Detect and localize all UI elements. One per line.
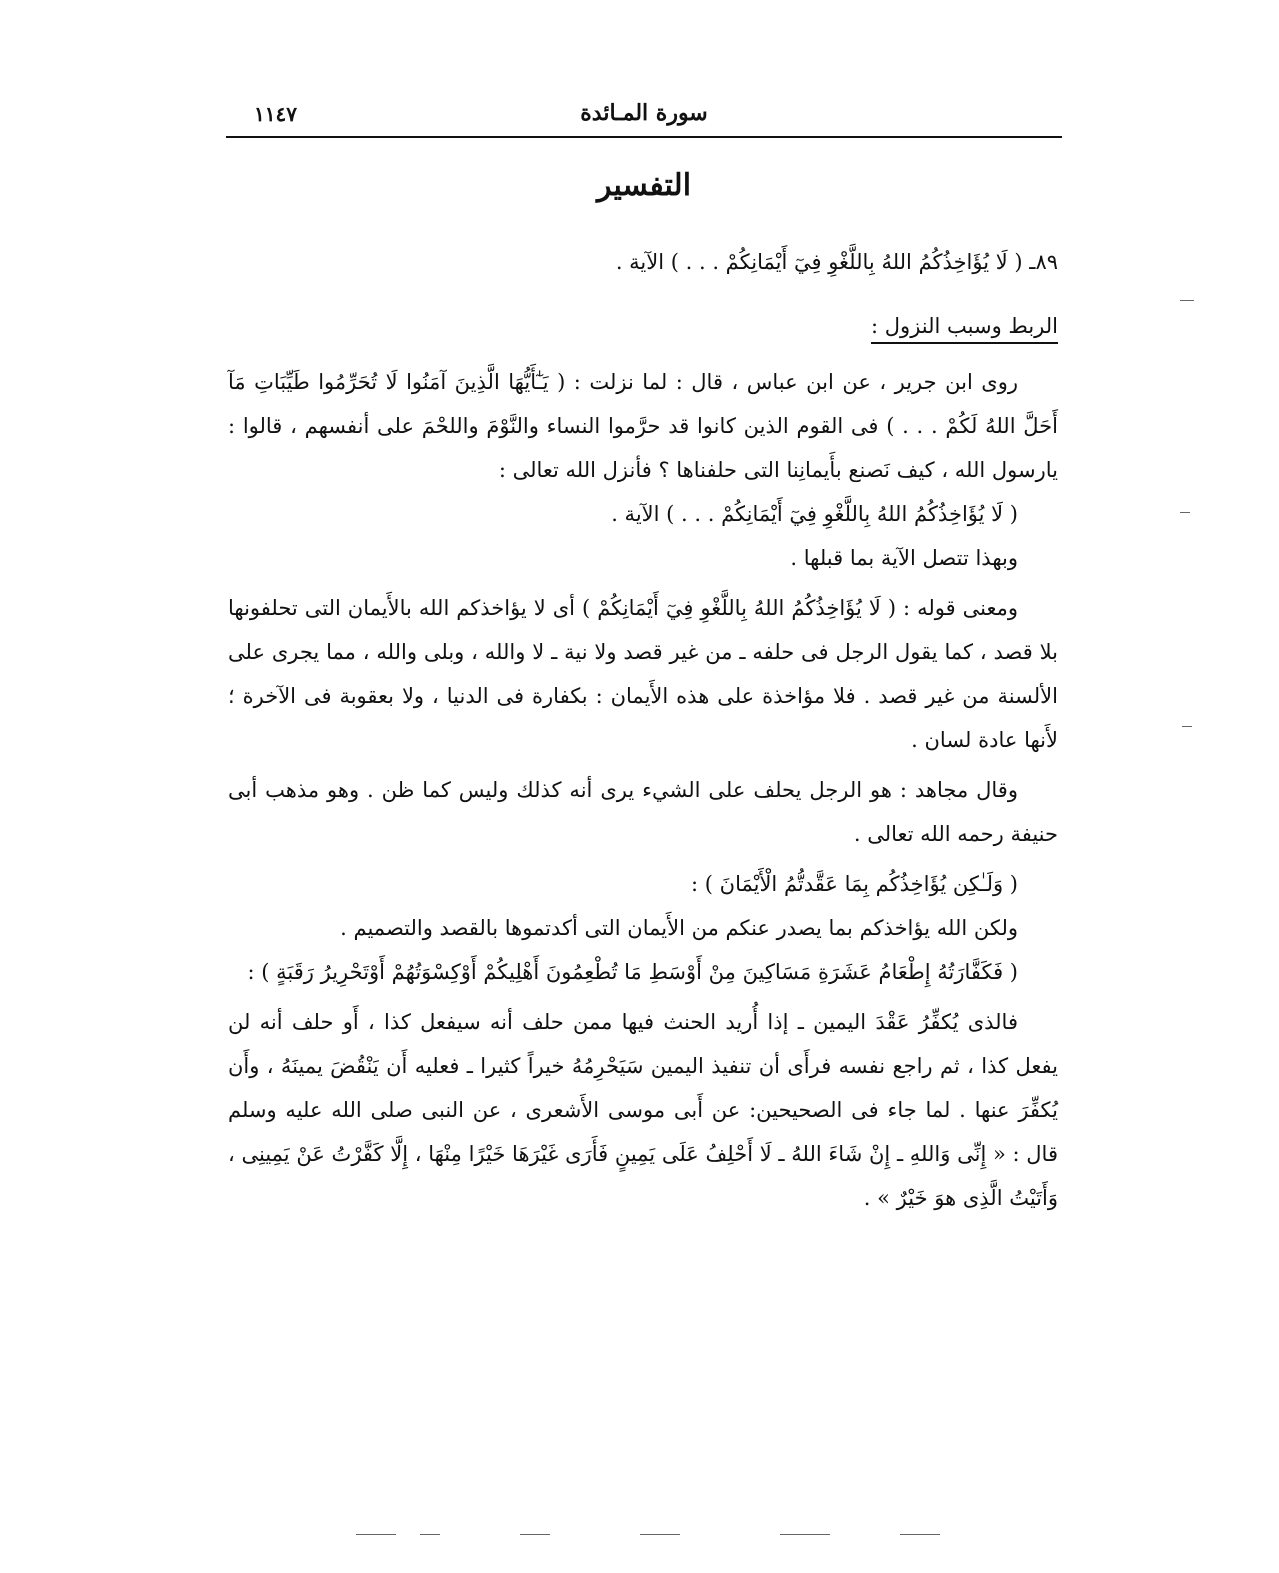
page-body [228,236,1058,1220]
verse-quote: ( لَا يُؤَاخِذُكُمُ اللهُ بِاللَّغْوِ فِيٓ أَيْمَانِكُمْ . . . ) الآية . [611,502,1018,526]
paragraph: ولكن الله يؤاخذكم بما يصدر عنكم من الأَيمان التى أكدتموها بالقصد والتصميم . [340,916,1018,940]
paragraph: وبهذا تتصل الآية بما قبلها . [790,546,1018,570]
page-number: ١١٤٧ [254,102,297,126]
scan-margin-mark [1182,726,1192,727]
scan-margin-mark [1180,512,1190,513]
subheading-text: الربط وسبب النزول : [871,314,1058,344]
surah-title: سورة المـائدة [580,100,708,126]
paragraph: روى ابن جرير ، عن ابن عباس ، قال : لما نزلت : ( يَـٰٓأَيُّهَا الَّذِينَ آمَنُوا لَا تُحَرِّمُوا طَيِّبَاتِ مَآ أَحَلَّ اللهُ لَكُمْ . . . ) فى القوم الذين كانوا قد حرَّموا النساء والنَّوْمَ واللحْمَ على أنفسهم ، قالوا : يارسول الله ، كيف نَصنع بأَيمانِنا التى حلفناها ؟ فأنزل الله تعالى : [228,370,1058,482]
paragraph: وقال مجاهد : هو الرجل يحلف على الشيء يرى أنه كذلك وليس كما ظن . وهو مذهب أبى حنيفة رحمه الله تعالى . [228,778,1058,846]
scan-margin-mark [1180,300,1194,301]
scan-bottom-mark [780,1534,830,1535]
section-title: التفسير [596,168,692,203]
verse-quote: ( وَلَـٰكِن يُؤَاخِذُكُم بِمَا عَقَّدتُّمُ الْأَيْمَانَ ) : [691,872,1018,896]
scan-bottom-mark [356,1534,396,1535]
verse-quote: ( فَكَفَّارَتُهُ إِطْعَامُ عَشَرَةِ مَسَاكِينَ مِنْ أَوْسَطِ مَا تُطْعِمُونَ أَهْلِيكُمْ أَوْكِسْوَتُهُمْ أَوْتَحْرِيرُ رَقَبَةٍ ) : [247,960,1018,984]
paragraph: ومعنى قوله : ( لَا يُؤَاخِذُكُمُ اللهُ بِاللَّغْوِ فِيٓ أَيْمَانِكُمْ ) أى لا يؤاخذكم الله بالأَيمان التى تحلفونها بلا قصد ، كما يقول الرجل فى حلفه ـ من غير قصد ولا نية ـ لا والله ، وبلى والله ، مما يجرى على الألسنة من غير قصد . فلا مؤاخذة على هذه الأَيمان : بكفارة فى الدنيا ، ولا بعقوبة فى الآخرة ؛ لأَنها عادة لسان . [228,596,1058,752]
scan-bottom-mark [520,1534,550,1535]
header-rule [226,136,1062,138]
verse-heading: ٨٩ـ ( لَا يُؤَاخِذُكُمُ اللهُ بِاللَّغْوِ فِيٓ أَيْمَانِكُمْ . . . ) الآية . [615,250,1058,274]
scan-bottom-mark [900,1534,940,1535]
scan-bottom-mark [420,1534,440,1535]
running-header [226,100,1062,134]
scan-bottom-mark [640,1534,680,1535]
paragraph: فالذى يُكفِّرُ عَقْدَ اليمين ـ إذا أُريد الحنث فيها ممن حلف أنه سيفعل كذا ، أَو حلف أنه لن يفعل كذا ، ثم راجع نفسه فرأَى أن تنفيذ اليمين سَيَحْرِمُهُ خيراً كثيرا ـ فعليه أَن يَنْقُضَ يمينَهُ ، وأَن يُكفِّرَ عنها . لما جاء فى الصحيحين: عن أَبى موسى الأَشعرى ، عن النبى صلى الله عليه وسلم قال : « إِنِّى وَاللهِ ـ إِنْ شَاءَ اللهُ ـ لَا أَحْلِفُ عَلَى يَمِينٍ فَأَرَى غَيْرَهَا خَيْرًا مِنْهَا ، إِلَّا كَفَّرْتُ عَنْ يَمِينِى ، وَأَتَيْتُ الَّذِى هوَ خَيْرٌ » . [228,1010,1058,1210]
subheading [228,306,1058,350]
